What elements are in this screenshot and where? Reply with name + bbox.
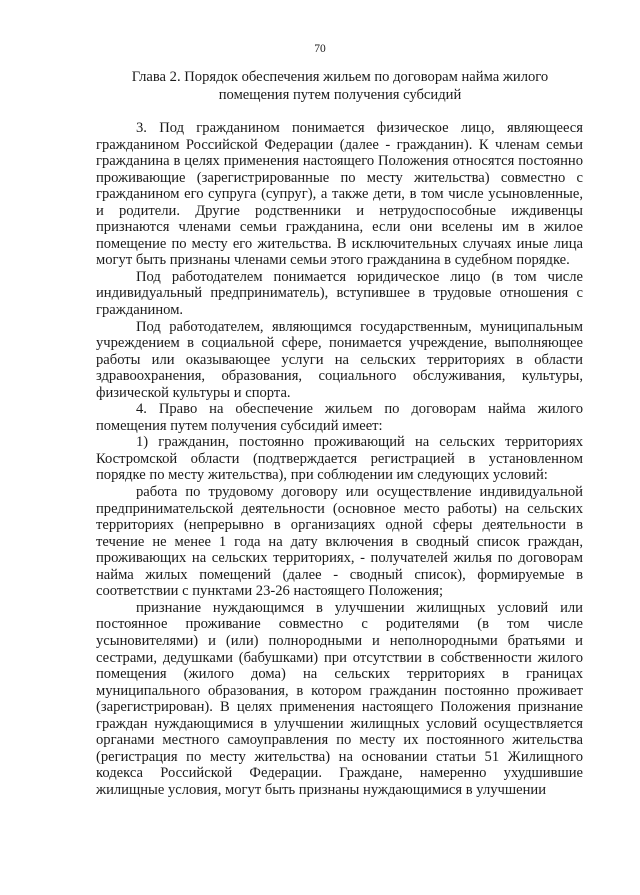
chapter-heading bbox=[100, 68, 580, 104]
paragraph-work-condition: работа по трудовому договору или осуществление индивидуальной предпринимательской деятельности (основное место работы) на сельских территориях (непрерывно в организациях одной сферы деятельности в течение не менее 1 года на дату включения в сводный список граждан, проживающих на сельских территориях, - получателей жилья по договорам найма жилых помещений (далее - сводный список), формируемые в соответствии с пунктами 23-26 настоящего Положения; bbox=[96, 484, 583, 600]
paragraph-employer-definition: Под работодателем понимается юридическое лицо (в том числе индивидуальный предприниматель), вступившее в трудовые отношения с гражданином. bbox=[96, 268, 583, 319]
page-number: 70 bbox=[314, 43, 326, 55]
paragraph-4-item-1: 1) гражданин, постоянно проживающий на сельских территориях Костромской области (подтверждается регистрацией в установленном порядке по месту жительства), при соблюдении им следующих условий: bbox=[96, 434, 583, 484]
chapter-heading-line-2: помещения путем получения субсидий bbox=[218, 87, 462, 103]
paragraph-3: 3. Под гражданином понимается физическое лицо, являющееся гражданином Российской Федерации (далее - гражданин). К членам семьи гражданина в целях применения настоящего Положения относятся постоянно проживающие (зарегистрированные по месту жительства) совместно с гражданином его супруга (супруг), а также дети, в том числе усыновленные, и родители. Другие родственники и нетрудоспособные иждивенцы признаются членами семьи гражданина, если они вселены им в жилое помещение по месту его жительства. В исключительных случаях иные лица могут быть признаны членами семьи этого гражданина в судебном порядке. bbox=[96, 120, 583, 269]
paragraph-housing-need-condition: признание нуждающимся в улучшении жилищных условий или постоянное проживание совместно с родителями (в том числе усыновителями) и (или) полнородными и неполнородными братьями и сестрами, дедушками (бабушками) при отсутствии в собственности жилого помещения (жилого дома) на сельских территориях в границах муниципального образования, в котором гражданин постоянно проживает (зарегистрирован). В целях применения настоящего Положения признание граждан нуждающимися в улучшении жилищных условий осуществляется органами местного самоуправления по месту их постоянного жительства (регистрация по месту жительства) на основании статьи 51 Жилищного кодекса Российской Федерации. Граждане, намеренно ухудшившие жилищные условия, могут быть признаны нуждающимися в улучшении bbox=[96, 599, 583, 798]
paragraph-state-employer-definition: Под работодателем, являющимся государственным, муниципальным учреждением в социальной сфере, понимается учреждение, выполняющее работы или оказывающее услуги на сельских территориях в области здравоохранения, образования, социального обслуживания, культуры, физической культуры и спорта. bbox=[96, 318, 583, 401]
chapter-heading-line-1: Глава 2. Порядок обеспечения жильем по договорам найма жилого bbox=[131, 69, 549, 85]
paragraph-4: 4. Право на обеспечение жильем по договорам найма жилого помещения путем получения субсидий имеет: bbox=[96, 401, 583, 434]
document-body bbox=[96, 120, 583, 798]
